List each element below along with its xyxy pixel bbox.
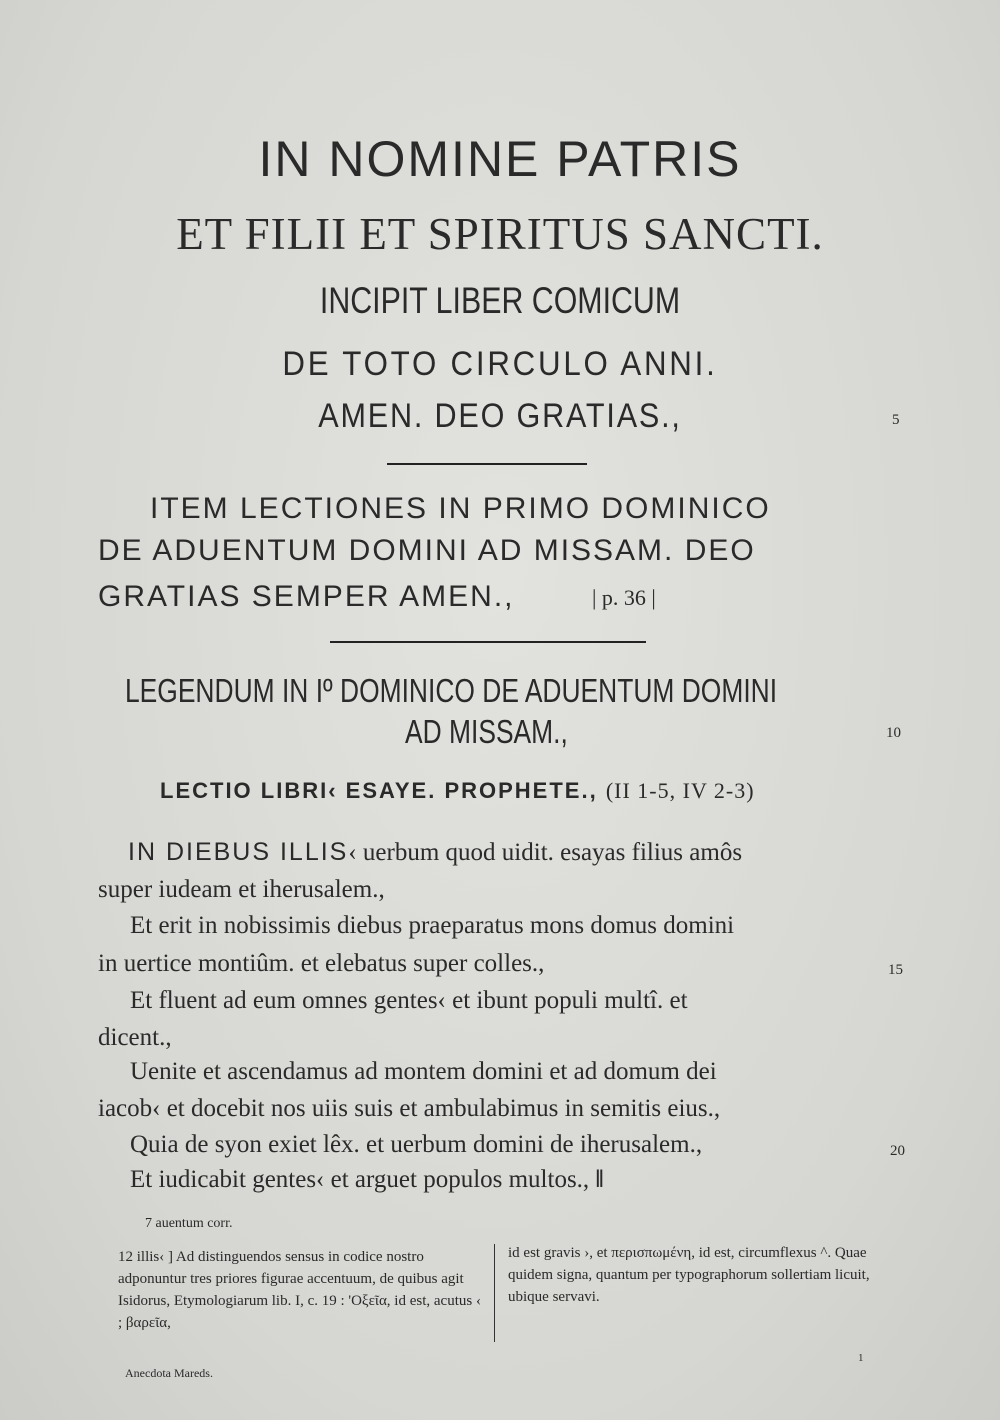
section2-line-2: AD MISSAM.,: [405, 713, 568, 750]
lectio-reference: (II 1-5, IV 2-3): [605, 778, 755, 803]
footnote-column-divider: [494, 1244, 495, 1342]
text-line-3: Et erit in nobissimis diebus praeparatus mons domus domini: [130, 912, 735, 939]
lectio-title: LECTIO LIBRI‹ ESAYE. PROPHETE.,: [160, 778, 598, 803]
section1-line-1: ITEM LECTIONES IN PRIMO DOMINICO: [150, 492, 771, 525]
text-line-4: in uertice montiûm. et elebatus super colles.,: [98, 950, 545, 977]
line-number-20: 20: [890, 1143, 905, 1159]
title-line-1: IN NOMINE PATRIS: [258, 131, 742, 187]
text-line-5: Et fluent ad eum omnes gentes‹ et ibunt populi multî. et: [130, 987, 688, 1014]
line-number-5: 5: [892, 412, 900, 428]
incipit-caps: IN DIEBUS ILLIS: [128, 838, 349, 866]
section2-line-1: LEGENDUM IN Iº DOMINICO DE ADUENTUM DOMINI: [125, 672, 778, 709]
page-break-mark: ‖: [595, 1166, 604, 1193]
title-line-5: AMEN. DEO GRATIAS.,: [318, 397, 682, 435]
divider-rule-2: [330, 641, 646, 643]
lectio-heading: [160, 778, 755, 804]
text-line-6: dicent.,: [98, 1024, 172, 1051]
title-line-2: ET FILII ET SPIRITUS SANCTI.: [176, 209, 824, 259]
text-line-2: super iudeam et iherusalem.,: [98, 876, 385, 903]
text-line-7: Uenite et ascendamus ad montem domini et ad domum dei: [130, 1058, 717, 1085]
text-line-8: iacob‹ et docebit nos uiis suis et ambulabimus in semitis eius.,: [98, 1095, 721, 1122]
footnote-left-column: 12 illis‹ ] Ad distinguendos sensus in codice nostro adponuntur tres priores figurae accentuum, de quibus agit Isidorus, Etymologiarum lib. I, c. 19 : 'Οξεῖα, id est, acutus ‹ ; βαρεῖα,: [118, 1249, 481, 1331]
text-line-9: Quia de syon exiet lêx. et uerbum domini de iherusalem.,: [130, 1131, 703, 1158]
text-line-10-content: Et iudicabit gentes‹ et arguet populos multos.,: [130, 1166, 590, 1193]
footnote-right-column: id est gravis ›, et περισπωμένη, id est, circumflexus ^. Quae quidem signa, quantum per typographorum sollertiam licuit, ubique servavi.: [508, 1245, 870, 1305]
page-reference: | p. 36 |: [592, 585, 656, 610]
critical-apparatus-note: 7 auentum corr.: [145, 1216, 233, 1231]
text-line-1-rest: ‹ uerbum quod uidit. esayas filius amôs: [348, 839, 743, 866]
line-number-15: 15: [888, 962, 903, 978]
signature-mark: Anecdota Mareds.: [125, 1366, 213, 1380]
section1-line-2: DE ADUENTUM DOMINI AD MISSAM. DEO: [98, 534, 756, 567]
title-line-4: DE TOTO CIRCULO ANNI.: [282, 345, 718, 383]
text-line-10: [130, 1166, 604, 1194]
divider-rule-1: [387, 463, 587, 465]
line-number-10: 10: [886, 725, 901, 741]
section1-line-3: GRATIAS SEMPER AMEN.,: [98, 580, 515, 613]
text-line-1: [128, 838, 742, 867]
signature-number: 1: [858, 1352, 864, 1364]
title-line-3: INCIPIT LIBER COMICUM: [319, 280, 681, 321]
